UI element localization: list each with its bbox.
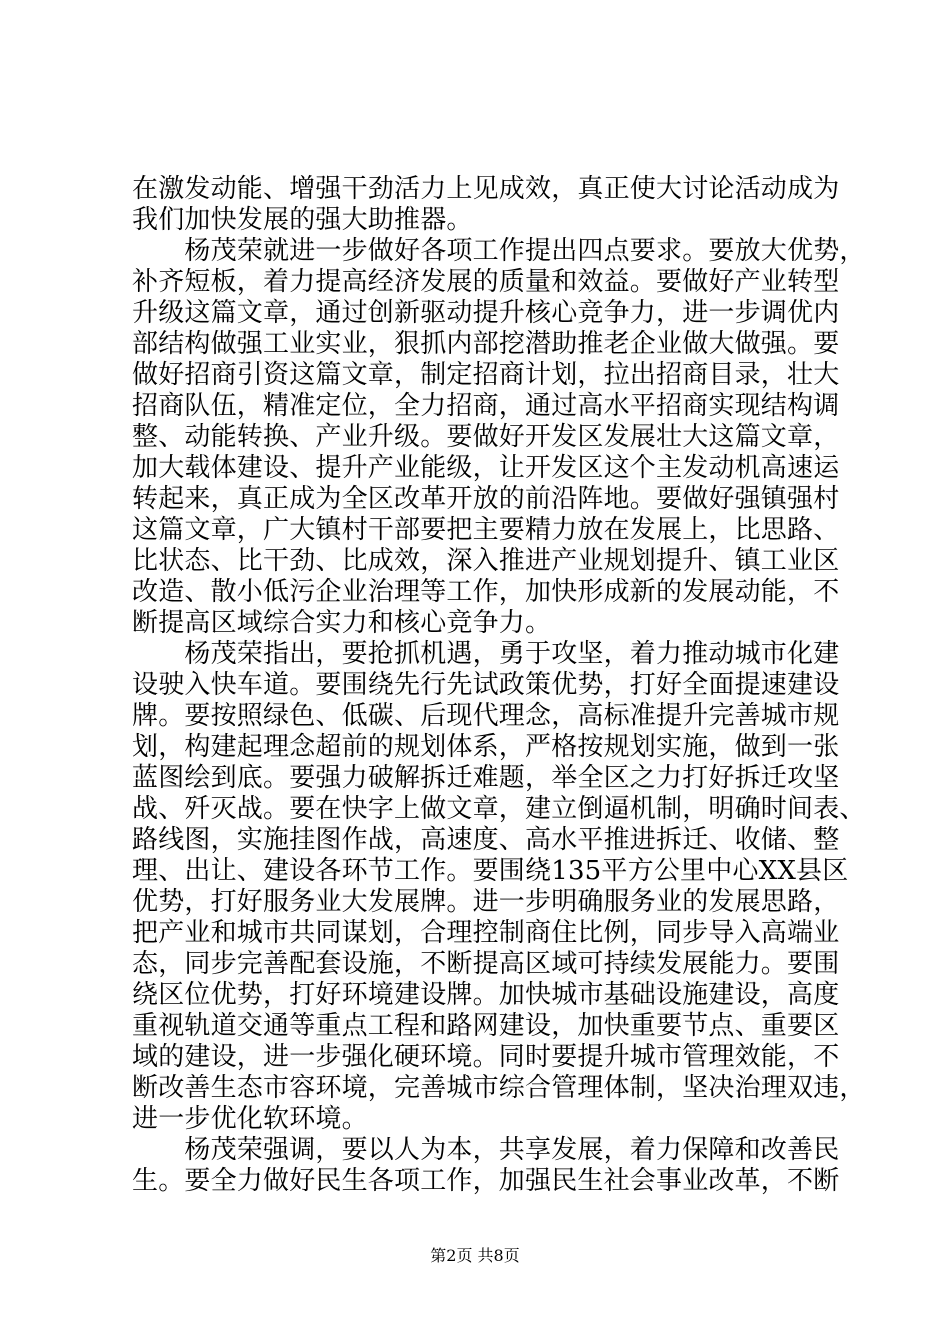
text-line: 招商队伍，精准定位，全力招商，通过高水平招商实现结构调 bbox=[132, 391, 840, 421]
text-line: 理、出让、建设各环节工作。要围绕135平方公里中心XX县区 bbox=[132, 856, 849, 886]
text-line: 划，构建起理念超前的规划体系，严格按规划实施，做到一张 bbox=[132, 732, 840, 762]
text-line: 设驶入快车道。要围绕先行先试政策优势，打好全面提速建设 bbox=[132, 670, 840, 700]
text-line: 断改善生态市容环境，完善城市综合管理体制，坚决治理双违， bbox=[132, 1073, 866, 1103]
text-line: 加大载体建设、提升产业能级，让开发区这个主发动机高速运 bbox=[132, 453, 840, 483]
text-line: 蓝图绘到底。要强力破解拆迁难题，举全区之力打好拆迁攻坚 bbox=[132, 763, 840, 793]
text-line: 牌。要按照绿色、低碳、后现代理念，高标准提升完善城市规 bbox=[132, 701, 840, 731]
text-line: 升级这篇文章，通过创新驱动提升核心竞争力，进一步调优内 bbox=[132, 298, 840, 328]
text-line: 比状态、比干劲、比成效，深入推进产业规划提升、镇工业区 bbox=[132, 546, 840, 576]
text-line: 杨茂荣强调，要以人为本，共享发展，着力保障和改善民 bbox=[132, 1135, 840, 1165]
text-line: 杨茂荣指出，要抢抓机遇，勇于攻坚，着力推动城市化建 bbox=[132, 639, 840, 669]
text-line: 我们加快发展的强大助推器。 bbox=[132, 205, 473, 235]
text-line: 补齐短板，着力提高经济发展的质量和效益。要做好产业转型 bbox=[132, 267, 840, 297]
text-line: 战、歼灭战。要在快字上做文章，建立倒逼机制，明确时间表、 bbox=[132, 794, 866, 824]
text-line: 在激发动能、增强干劲活力上见成效，真正使大讨论活动成为 bbox=[132, 174, 840, 204]
text-line: 生。要全力做好民生各项工作，加强民生社会事业改革，不断 bbox=[132, 1166, 840, 1196]
body-text bbox=[132, 174, 866, 1197]
text-line: 部结构做强工业实业，狠抓内部挖潜助推老企业做大做强。要 bbox=[132, 329, 840, 359]
text-line: 路线图，实施挂图作战，高速度、高水平推进拆迁、收储、整 bbox=[132, 825, 840, 855]
text-line: 杨茂荣就进一步做好各项工作提出四点要求。要放大优势， bbox=[132, 236, 866, 266]
page-footer bbox=[0, 1246, 950, 1266]
text-line: 优势，打好服务业大发展牌。进一步明确服务业的发展思路， bbox=[132, 887, 840, 917]
text-line: 改造、散小低污企业治理等工作，加快形成新的发展动能，不 bbox=[132, 577, 840, 607]
page-number: 第2页 共8页 bbox=[430, 1246, 520, 1265]
text-line: 转起来，真正成为全区改革开放的前沿阵地。要做好强镇强村 bbox=[132, 484, 840, 514]
text-line: 把产业和城市共同谋划，合理控制商住比例，同步导入高端业 bbox=[132, 918, 840, 948]
text-line: 这篇文章，广大镇村干部要把主要精力放在发展上，比思路、 bbox=[132, 515, 840, 545]
text-line: 整、动能转换、产业升级。要做好开发区发展壮大这篇文章， bbox=[132, 422, 840, 452]
text-line: 做好招商引资这篇文章，制定招商计划，拉出招商目录，壮大 bbox=[132, 360, 840, 390]
text-line: 进一步优化软环境。 bbox=[132, 1104, 368, 1134]
text-line: 断提高区域综合实力和核心竞争力。 bbox=[132, 608, 552, 638]
text-line: 态，同步完善配套设施，不断提高区域可持续发展能力。要围 bbox=[132, 949, 840, 979]
text-line: 重视轨道交通等重点工程和路网建设，加快重要节点、重要区 bbox=[132, 1011, 840, 1041]
text-line: 绕区位优势，打好环境建设牌。加快城市基础设施建设，高度 bbox=[132, 980, 840, 1010]
text-line: 域的建设，进一步强化硬环境。同时要提升城市管理效能，不 bbox=[132, 1042, 840, 1072]
